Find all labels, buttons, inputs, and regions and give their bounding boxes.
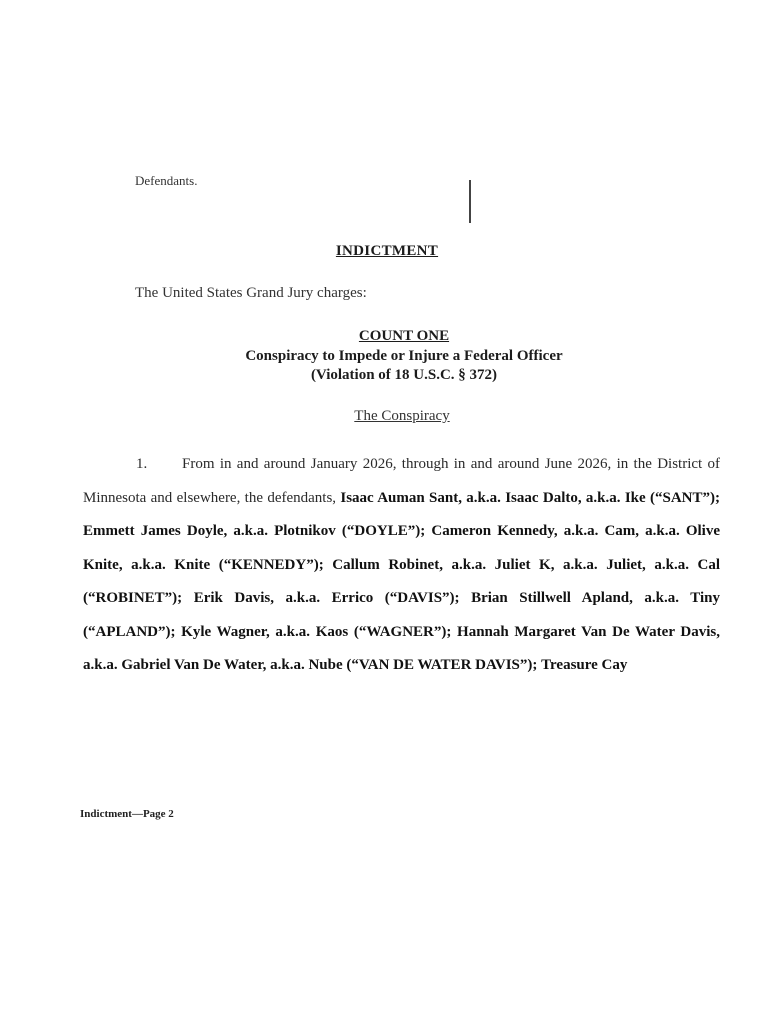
page-footer: Indictment—Page 2: [80, 808, 174, 820]
defendants-caption-label: Defendants.: [135, 173, 198, 188]
grand-jury-intro: The United States Grand Jury charges:: [135, 285, 367, 301]
defendant-name: Hannah Margaret Van De Water Davis, a.k.a. Gabriel Van De Water, a.k.a. Nube (“VAN DE WATER DAVIS”);: [83, 623, 720, 673]
defendant-name: Emmett James Doyle, a.k.a. Plotnikov (“DOYLE”);: [83, 523, 426, 539]
defendant-name: Isaac Auman Sant, a.k.a. Isaac Dalto, a.k.a. Ike (“SANT”);: [340, 489, 721, 506]
count-subtitle: Conspiracy to Impede or Injure a Federal Officer: [245, 348, 563, 364]
count-heading: [0, 327, 774, 385]
paragraph-number: 1.: [136, 456, 148, 472]
defendant-name: Callum Robinet, a.k.a. Juliet K, a.k.a. Juliet, a.k.a. Cal (“ROBINET”);: [83, 556, 721, 606]
defendant-name: Brian Stillwell Apland, a.k.a. Tiny (“APLAND”);: [83, 590, 721, 640]
count-title: COUNT ONE: [358, 328, 450, 344]
paragraph-1: [83, 448, 720, 683]
count-violation: (Violation of 18 U.S.C. § 372): [310, 367, 498, 383]
defendant-name: Kyle Wagner, a.k.a. Kaos (“WAGNER”);: [181, 623, 452, 640]
defendant-name: Cameron Kennedy, a.k.a. Cam, a.k.a. Olive Knite, a.k.a. Knite (“KENNEDY”);: [83, 523, 721, 573]
defendant-name: Treasure Cay: [541, 657, 628, 673]
defendant-name: Erik Davis, a.k.a. Errico (“DAVIS”);: [193, 590, 460, 606]
document-title: INDICTMENT: [335, 243, 439, 259]
paragraph-lead: From in and around January 2026, through in and around June 2026, in the District of Minnesota and elsewhere, the defendants,: [83, 456, 720, 506]
section-heading: The Conspiracy: [354, 408, 450, 424]
caption-divider: [469, 180, 471, 223]
